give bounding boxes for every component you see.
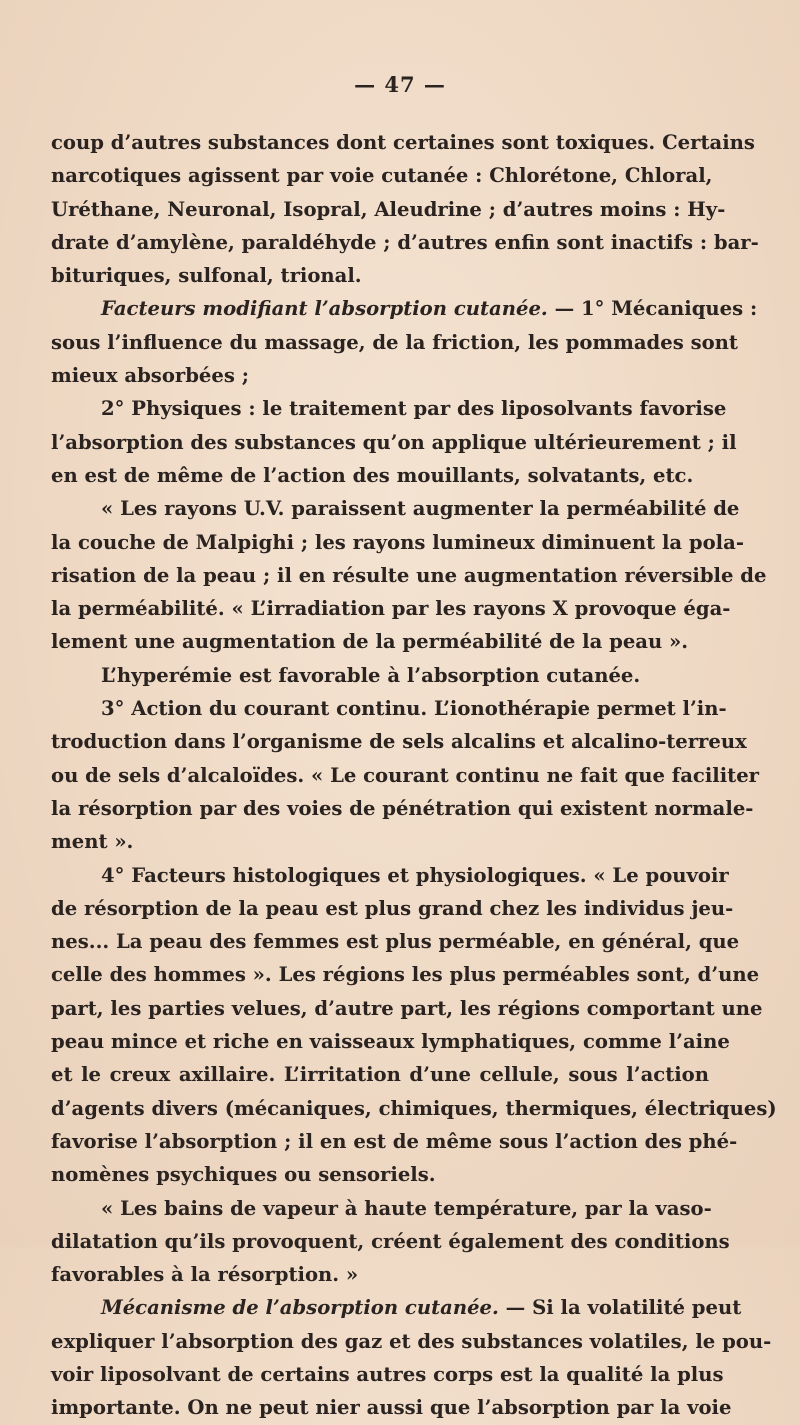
text-line [51,459,709,492]
line-text: narcotiques agissent par voie cutanée : Chlorétone, Chloral, [51,164,713,188]
text-line [51,392,727,425]
text-line [51,1192,712,1225]
section-heading: Mécanisme de l’absorption cutanée. [101,1296,499,1320]
line-text: celle des hommes ». Les régions les plus perméables sont, d’une [51,963,760,987]
text-line [51,526,744,559]
text-line [51,859,729,892]
text-line [51,1058,709,1091]
text-line [51,193,726,226]
line-text: 4° Facteurs histologiques et physiologiques. « Le pouvoir [101,863,729,887]
line-text: troduction dans l’organisme de sels alcalins et alcalino-terreux [51,730,747,754]
line-text: l’absorption des substances qu’on applique ultérieurement ; il [51,430,737,454]
line-text: lement une augmentation de la perméabilité de la peau ». [51,630,689,654]
line-text: 3° Action du courant continu. L’ionothérapie permet l’in- [101,697,727,721]
text-line [51,159,713,192]
line-text: — Si la volatilité peut [498,1296,742,1320]
line-text: sous l’influence du massage, de la friction, les pommades sont [51,330,738,354]
text-line [51,892,734,925]
line-text: peau mince et riche en vaisseaux lymphatiques, comme l’aine [51,1030,730,1054]
text-line [51,226,759,259]
line-text: mieux absorbées ; [51,364,249,388]
line-text: dilatation qu’ils provoquent, créent également des conditions [51,1229,730,1253]
line-text: Uréthane, Neuronal, Isopral, Aleudrine ; d’autres moins : Hy- [51,197,726,221]
line-text: favorise l’absorption ; il en est de même sous l’action des phé- [51,1129,738,1153]
line-text: en est de même de l’action des mouillants, solvatants, etc. [51,463,694,487]
line-text: voir liposolvant de certains autres corps est la qualité la plus [51,1362,724,1386]
line-text: favorables à la résorption. » [51,1263,359,1287]
line-text: importante. On ne peut nier aussi que l’absorption par la voie [51,1396,732,1420]
text-line [51,1125,738,1158]
text-line [51,426,737,459]
section-heading: Facteurs modifiant l’absorption cutanée. [101,297,548,321]
line-text: risation de la peau ; il en résulte une augmentation réversible de [51,563,767,587]
line-text: nomènes psychiques ou sensoriels. [51,1163,436,1187]
text-line [51,292,758,325]
text-line [51,1158,709,1191]
page-number: — 47 — [354,72,446,97]
body-text [51,126,777,1425]
text-line [51,925,740,958]
text-line [51,1358,724,1391]
line-text: « Les rayons U.V. paraissent augmenter la perméabilité de [101,497,740,521]
line-text: la couche de Malpighi ; les rayons lumineux diminuent la pola- [51,530,744,554]
text-line [51,759,759,792]
text-line [51,1092,777,1125]
line-text: 2° Physiques : le traitement par des liposolvants favorise [101,397,727,421]
text-line [51,659,709,692]
line-text: nes... La peau des femmes est plus perméable, en général, que [51,930,740,954]
line-text: la perméabilité. « L’irradiation par les rayons X provoque éga- [51,597,731,621]
line-text: coup d’autres substances dont certaines sont toxiques. Certains [51,131,755,154]
line-text: la résorption par des voies de pénétration qui existent normale- [51,796,754,820]
text-line [51,1258,709,1291]
text-line [51,1291,742,1324]
line-text: bituriques, sulfonal, trional. [51,264,362,288]
text-line [51,825,709,858]
line-text: d’agents divers (mécaniques, chimiques, thermiques, électriques) [51,1096,777,1120]
line-text: drate d’amylène, paraldéhyde ; d’autres enfin sont inactifs : bar- [51,230,759,254]
line-text: ou de sels d’alcaloïdes. « Le courant continu ne fait que faciliter [51,763,759,787]
text-line [51,792,754,825]
text-line [51,326,738,359]
text-line [51,559,767,592]
text-line [51,1325,772,1358]
line-text: — 1° Mécaniques : [547,297,758,321]
text-line [51,126,755,159]
line-text: de résorption de la peau est plus grand chez les individus jeu- [51,896,734,920]
text-line [51,625,709,658]
line-text: ment ». [51,830,134,854]
text-line [51,958,760,991]
line-text: part, les parties velues, d’autre part, les régions comportant une [51,996,763,1020]
text-line [51,1391,732,1424]
text-line [51,592,731,625]
line-text: et le creux axillaire. L’irritation d’une cellule, sous l’action [51,1063,709,1087]
line-text: « Les bains de vapeur à haute température, par la vaso- [101,1196,712,1220]
text-line [51,1025,730,1058]
text-line [51,1225,730,1258]
line-text: expliquer l’absorption des gaz et des substances volatiles, le pou- [51,1329,772,1353]
text-line [51,725,747,758]
text-line [51,992,763,1025]
text-line [51,692,727,725]
text-line [51,259,709,292]
text-line [51,492,740,525]
line-text: L’hyperémie est favorable à l’absorption cutanée. [101,663,641,687]
text-line [51,359,709,392]
